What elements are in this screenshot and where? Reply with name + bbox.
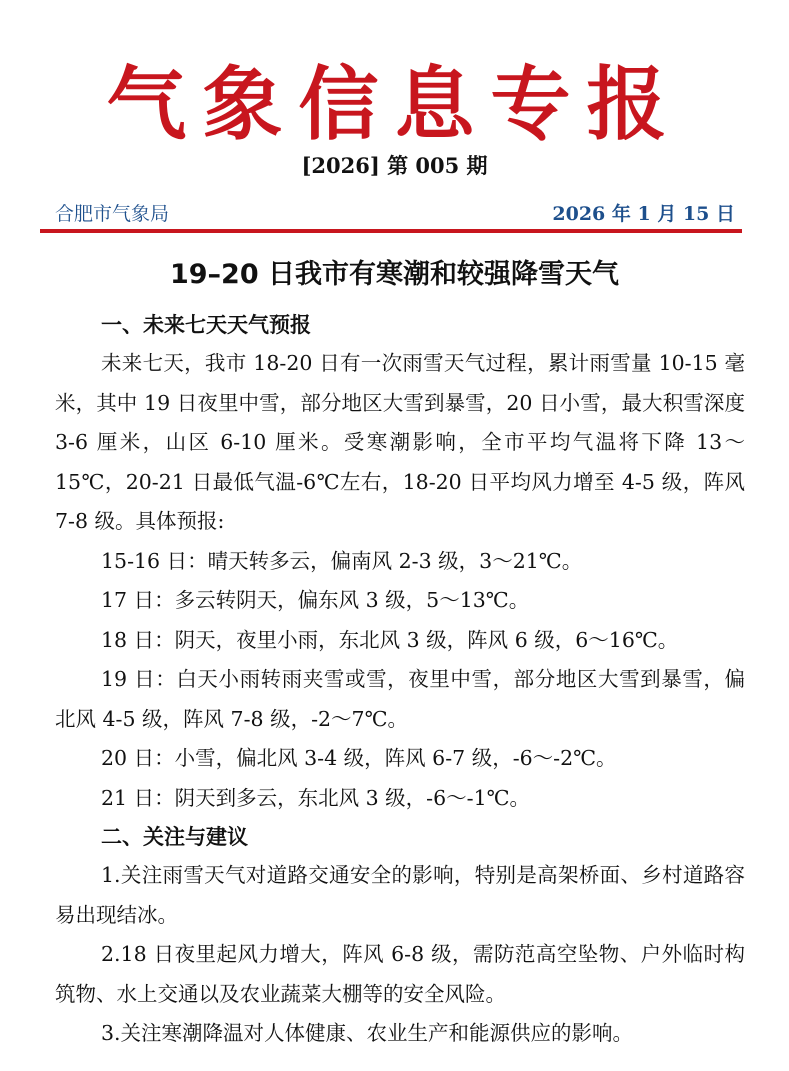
forecast-intro: 未来七天，我市 18-20 日有一次雨雪天气过程，累计雨雪量 10-15 毫米，其中 19 日夜里中雪，部分地区大雪到暴雪，20 日小雪，最大积雪深度 3-6 厘米，山区 6-10 厘米。受寒潮影响，全市平均气温将下降 13～15℃，20-21 日最低气温-6℃左右，18-20 日平均风力增至 4-5 级，阵风 7-8 级。具体预报: [55,351,745,533]
issue-number: [2026] 第 005 期 [301,153,488,178]
forecast-day: 15-16 日：晴天转多云，偏南风 2-3 级，3～21℃。 [101,548,583,573]
forecast-day: 20 日：小雪，偏北风 3-4 级，阵风 6-7 级，-6～-2℃。 [101,746,617,770]
advice-item: 3.关注寒潮降温对人体健康、农业生产和能源供应的影响。 [101,1021,634,1045]
advice-item: 1.关注雨雪天气对道路交通安全的影响，特别是高架桥面、乡村道路容易出现结冰。 [55,863,745,927]
header-divider [40,229,742,233]
issuing-agency: 合肥市气象局 [55,203,170,225]
forecast-day: 19 日：白天小雨转雨夹雪或雪，夜里中雪，部分地区大雪到暴雪，偏北风 4-5 级，阵风 7-8 级，-2～7℃。 [55,667,745,731]
issue-date: 2026 年 1 月 15 日 [552,203,735,225]
advice-item: 2.18 日夜里起风力增大，阵风 6-8 级，需防范高空坠物、户外临时构筑物、水上交通以及农业蔬菜大棚等的安全风险。 [55,942,745,1006]
forecast-day: 18 日：阴天，夜里小雨，东北风 3 级，阵风 6 级，6～16℃。 [101,627,679,652]
section-heading-forecast: 一、未来七天天气预报 [101,313,311,337]
forecast-day: 21 日：阴天到多云，东北风 3 级，-6～-1℃。 [101,785,531,810]
document-title: 19–20 日我市有寒潮和较强降雪天气 [169,259,620,290]
forecast-day: 17 日：多云转阴天，偏东风 3 级，5～13℃。 [101,588,530,612]
masthead [0,52,789,151]
section-heading-advice: 二、关注与建议 [101,825,248,849]
document-body [55,306,745,1054]
masthead-title: 气象信息专报 [106,56,683,151]
